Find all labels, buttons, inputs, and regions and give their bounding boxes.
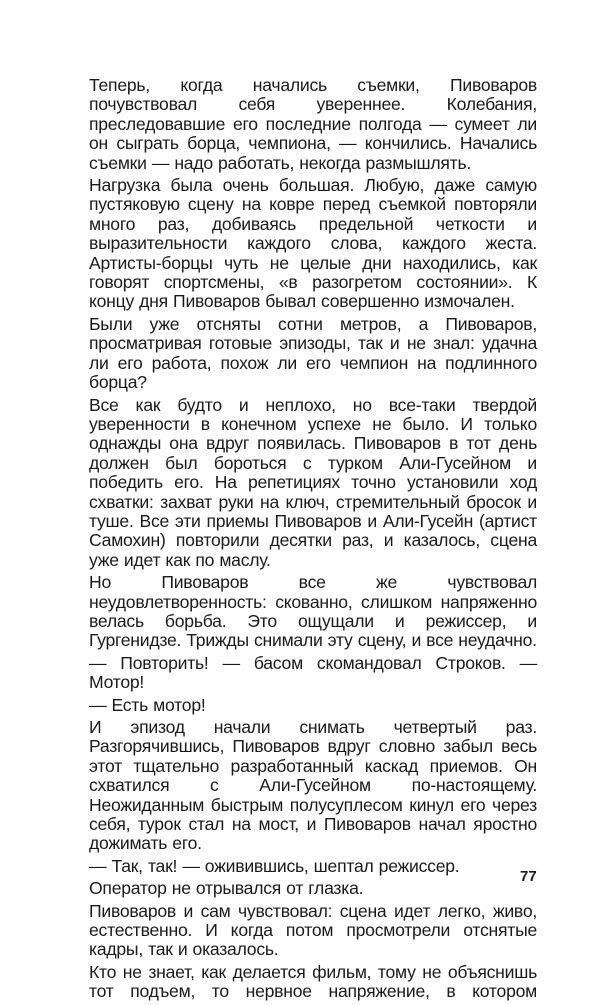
dialogue-line: — Повторить! — басом скомандовал Строков. — Мотор! (89, 652, 537, 693)
paragraph: Но Пивоваров все же чувствовал неудовлетворенность: скованно, слишком напряженно велась борьба. Это ощущали и режиссер, и Гургенидзе. Трижды снимали эту сцену, и все неудачно. (89, 572, 537, 651)
page-number: 77 (520, 868, 537, 885)
paragraph: Кто не знает, как делается фильм, тому не объяснишь тот подъем, то нервное напряжение, в котором (89, 961, 537, 1002)
paragraph: И эпизод начали снимать четвертый раз. Разгорячившись, Пивоваров вдруг словно забыл весь этот тщательно разработанный каскад приемов. Он схватился с Али-Гусейном по-настоящему. Неожиданным быстрым полусуплесом кинул его через себя, турок стал на мост, и Пивоваров начал яростно дожимать его. (89, 717, 537, 854)
paragraph: Все как будто и неплохо, но все-таки твердой уверенности в конечном успехе не было. И только однажды она вдруг появилась. Пивоваров в тот день должен был бороться с турком Али-Гусейном и победить его. На репетициях точно установили ход схватки: захват руки на ключ, стремительный бросок и туше. Все эти приемы Пивоваров и Али-Гусейн (артист Самохин) повторили десятки раз, и казалось, сцена уже идет как по маслу. (89, 394, 537, 570)
paragraph: Нагрузка была очень большая. Любую, даже самую пустяковую сцену на ковре перед съемкой повторяли много раз, добиваясь предельной четкости и выразительности каждого слова, каждого жеста. Артисты-борцы чуть не целые дни находились, как говорят спортсмены, «в разогретом состоянии». К концу дня Пивоваров бывал совершенно измочален. (89, 175, 537, 312)
paragraph: Оператор не отрывался от глазка. (89, 878, 364, 899)
paragraph: Пивоваров и сам чувствовал: сцена идет легко, живо, естественно. И когда потом просмотрели отснятые кадры, так и оказалось. (89, 900, 537, 960)
paragraph: Были уже отсняты сотни метров, а Пивоваров, просматривая готовые эпизоды, так и не знал: удачна ли его работа, похож ли его чемпион на подлинного борца? (89, 313, 537, 393)
dialogue-line: — Есть мотор! (89, 694, 206, 715)
paragraph: Теперь, когда начались съемки, Пивоваров почувствовал себя увереннее. Колебания, преследовавшие его последние полгода — сумеет ли он сыграть борца, чемпиона, — кончились. Начались съемки — надо работать, некогда размышлять. (89, 75, 537, 173)
body-text (89, 76, 537, 1005)
dialogue-line: — Так, так! — оживившись, шептал режиссер. (89, 855, 460, 876)
